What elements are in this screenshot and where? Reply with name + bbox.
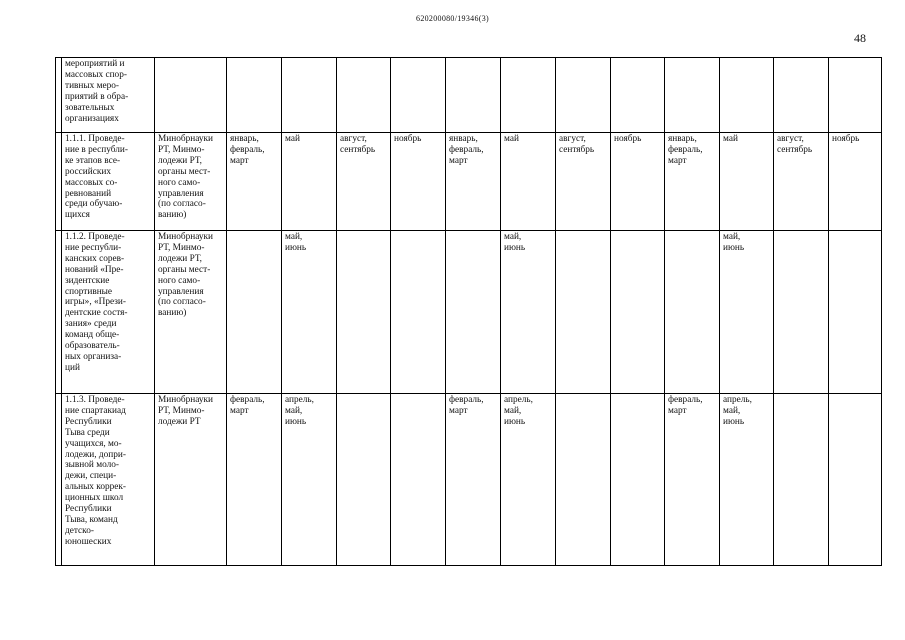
schedule-cell <box>282 58 337 133</box>
ministry-cell <box>155 133 227 231</box>
schedule-cell-text: апрель, май, июнь <box>285 395 314 427</box>
schedule-cell <box>391 133 446 231</box>
schedule-cell <box>501 133 556 231</box>
schedule-cell <box>282 394 337 566</box>
schedule-cell <box>391 58 446 133</box>
schedule-cell <box>337 394 391 566</box>
document-id: 620200080/19346(3) <box>416 14 489 23</box>
schedule-cell <box>446 231 501 394</box>
schedule-cell-text: январь, февраль, март <box>668 134 703 166</box>
event-name-cell-text: 1.1.3. Проведе- ние спартакиад Республики Тыва среди учащихся, мо- лодежи, допри- зывной моло- дежи, специ- альных коррек- ционных школ Республики Тыва, команд детско- юношеских <box>65 395 127 547</box>
table-row <box>56 58 882 133</box>
schedule-cell-text: апрель, май, июнь <box>723 395 752 427</box>
ministry-cell <box>155 58 227 133</box>
schedule-cell <box>829 394 882 566</box>
schedule-cell <box>501 58 556 133</box>
schedule-cell <box>774 58 829 133</box>
schedule-cell-text: август, сентябрь <box>559 134 595 155</box>
schedule-cell <box>829 58 882 133</box>
event-name-cell <box>62 394 155 566</box>
schedule-cell <box>501 231 556 394</box>
schedule-cell <box>665 58 720 133</box>
schedule-cell <box>227 133 282 231</box>
schedule-cell <box>720 133 774 231</box>
schedule-cell <box>556 133 611 231</box>
schedule-cell <box>665 394 720 566</box>
schedule-cell-text: январь, февраль, март <box>230 134 265 166</box>
schedule-cell <box>446 394 501 566</box>
event-name-cell <box>62 58 155 133</box>
schedule-cell <box>556 231 611 394</box>
schedule-cell <box>337 231 391 394</box>
schedule-cell <box>337 133 391 231</box>
ministry-cell <box>155 394 227 566</box>
schedule-cell <box>282 231 337 394</box>
schedule-cell <box>611 133 665 231</box>
schedule-cell-text: май <box>504 134 519 144</box>
schedule-cell <box>556 394 611 566</box>
schedule-cell <box>501 394 556 566</box>
event-name-cell <box>62 231 155 394</box>
schedule-cell-text: январь, февраль, март <box>449 134 484 166</box>
schedule-cell <box>665 133 720 231</box>
schedule-cell <box>446 133 501 231</box>
schedule-cell <box>774 394 829 566</box>
event-name-cell-text: 1.1.2. Проведе- ние республи- канских сорев- нований «Пре- зидентские спортивные игры», «Прези- дентские состя- зания» среди команд обще- образователь- ных организа- ций <box>65 232 128 373</box>
schedule-cell <box>337 58 391 133</box>
schedule-cell <box>611 394 665 566</box>
schedule-cell <box>720 231 774 394</box>
schedule-cell <box>446 58 501 133</box>
schedule-cell-text: февраль, март <box>668 395 703 416</box>
schedule-cell-text: май, июнь <box>285 232 307 253</box>
schedule-table <box>55 57 882 566</box>
schedule-cell <box>611 58 665 133</box>
table-row <box>56 231 882 394</box>
schedule-cell-text: февраль, март <box>230 395 265 416</box>
ministry-cell-text: Минобрнауки РТ, Минмо- лодежи РТ <box>158 395 214 427</box>
schedule-cell <box>665 231 720 394</box>
schedule-cell <box>227 394 282 566</box>
schedule-cell-text: февраль, март <box>449 395 484 416</box>
schedule-cell-text: ноябрь <box>832 134 860 144</box>
schedule-cell-text: май, июнь <box>723 232 745 253</box>
schedule-cell-text: ноябрь <box>394 134 422 144</box>
event-name-cell <box>62 133 155 231</box>
ministry-cell <box>155 231 227 394</box>
schedule-cell <box>720 58 774 133</box>
schedule-cell <box>774 133 829 231</box>
schedule-cell <box>391 231 446 394</box>
schedule-cell <box>227 58 282 133</box>
schedule-cell-text: август, сентябрь <box>340 134 376 155</box>
schedule-cell <box>556 58 611 133</box>
schedule-cell <box>774 231 829 394</box>
schedule-cell-text: апрель, май, июнь <box>504 395 533 427</box>
schedule-cell <box>227 231 282 394</box>
schedule-cell-text: ноябрь <box>614 134 642 144</box>
table-row <box>56 133 882 231</box>
schedule-cell <box>720 394 774 566</box>
table-row <box>56 394 882 566</box>
schedule-cell <box>391 394 446 566</box>
page-number: 48 <box>854 31 866 45</box>
schedule-cell-text: май, июнь <box>504 232 526 253</box>
schedule-cell <box>829 133 882 231</box>
ministry-cell-text: Минобрнауки РТ, Минмо- лодежи РТ, органы мест- ного само- управления (по согласо- ванию) <box>158 134 214 221</box>
event-name-cell-text: 1.1.1. Проведе- ние в республи- ке этапов все- российских массовых со- ревнований среди обучаю- щихся <box>65 134 128 221</box>
schedule-cell <box>611 231 665 394</box>
schedule-cell <box>829 231 882 394</box>
ministry-cell-text: Минобрнауки РТ, Минмо- лодежи РТ, органы мест- ного само- управления (по согласо- ванию) <box>158 232 214 319</box>
schedule-cell-text: май <box>285 134 300 144</box>
schedule-cell-text: май <box>723 134 738 144</box>
schedule-cell <box>282 133 337 231</box>
schedule-cell-text: август, сентябрь <box>777 134 813 155</box>
event-name-cell-text: мероприятий и массовых спор- тивных меро- приятий в обра- зовательных организациях <box>65 59 129 124</box>
